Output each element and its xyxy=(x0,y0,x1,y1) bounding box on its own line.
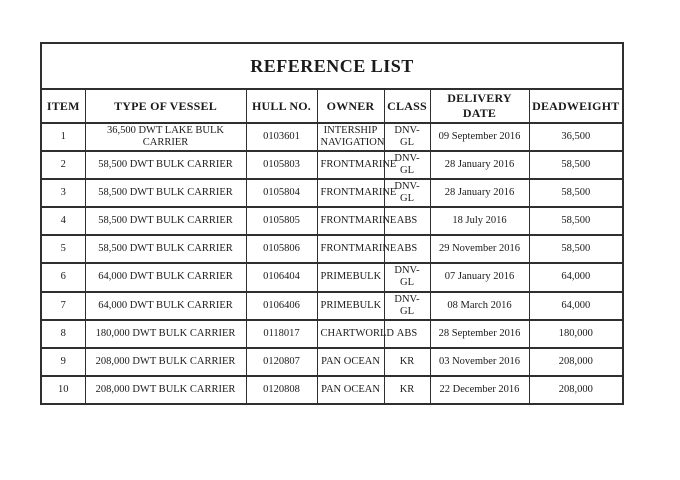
table-cell: 58,500 DWT BULK CARRIER xyxy=(85,151,246,179)
table-cell: 36,500 DWT LAKE BULK CARRIER xyxy=(85,123,246,151)
table-cell: 5 xyxy=(41,235,85,263)
table-cell: FRONTMARINE xyxy=(317,207,384,235)
table-cell: 58,500 xyxy=(529,207,623,235)
table-cell: 64,000 xyxy=(529,263,623,291)
table-cell: DNV-GL xyxy=(384,263,430,291)
table-cell: 58,500 xyxy=(529,179,623,207)
header-row xyxy=(41,89,623,123)
table-cell: 10 xyxy=(41,376,85,404)
table-row xyxy=(41,151,623,179)
table-cell: PAN OCEAN xyxy=(317,376,384,404)
column-header-owner: OWNER xyxy=(317,89,384,123)
table-cell: 208,000 DWT BULK CARRIER xyxy=(85,348,246,376)
table-cell: 36,500 xyxy=(529,123,623,151)
table-cell: INTERSHIP NAVIGATION xyxy=(317,123,384,151)
table-cell: 8 xyxy=(41,320,85,348)
table-cell: 28 September 2016 xyxy=(430,320,529,348)
table-cell: 0120808 xyxy=(246,376,317,404)
table-cell: 09 September 2016 xyxy=(430,123,529,151)
table-cell: 0106404 xyxy=(246,263,317,291)
table-cell: FRONTMARINE xyxy=(317,151,384,179)
table-cell: 03 November 2016 xyxy=(430,348,529,376)
table-cell: 0105803 xyxy=(246,151,317,179)
table-row xyxy=(41,207,623,235)
table-cell: 208,000 DWT BULK CARRIER xyxy=(85,376,246,404)
table-cell: 9 xyxy=(41,348,85,376)
document-title: REFERENCE LIST xyxy=(41,43,623,89)
table-cell: PAN OCEAN xyxy=(317,348,384,376)
column-header-type-of-vessel: TYPE OF VESSEL xyxy=(85,89,246,123)
table-cell: 180,000 xyxy=(529,320,623,348)
table-cell: DNV-GL xyxy=(384,292,430,320)
table-cell: DNV-GL xyxy=(384,179,430,207)
table-cell: DNV-GL xyxy=(384,151,430,179)
table-row xyxy=(41,123,623,151)
table-cell: ABS xyxy=(384,207,430,235)
table-row xyxy=(41,235,623,263)
table-cell: 3 xyxy=(41,179,85,207)
table-cell: 0120807 xyxy=(246,348,317,376)
table-cell: 58,500 xyxy=(529,235,623,263)
table-cell: 58,500 DWT BULK CARRIER xyxy=(85,207,246,235)
column-header-delivery-date: DELIVERY DATE xyxy=(430,89,529,123)
table-cell: DNV-GL xyxy=(384,123,430,151)
table-cell: 64,000 DWT BULK CARRIER xyxy=(85,263,246,291)
table-cell: 7 xyxy=(41,292,85,320)
table-cell: PRIMEBULK xyxy=(317,292,384,320)
table-cell: FRONTMARINE xyxy=(317,179,384,207)
column-header-hull-no: HULL NO. xyxy=(246,89,317,123)
table-cell: 2 xyxy=(41,151,85,179)
table-row xyxy=(41,179,623,207)
table-cell: 58,500 DWT BULK CARRIER xyxy=(85,235,246,263)
table-cell: 0103601 xyxy=(246,123,317,151)
table-cell: 29 November 2016 xyxy=(430,235,529,263)
table-cell: KR xyxy=(384,348,430,376)
reference-list-table xyxy=(40,42,624,405)
table-cell: 58,500 xyxy=(529,151,623,179)
table-row xyxy=(41,320,623,348)
table-cell: 4 xyxy=(41,207,85,235)
table-row xyxy=(41,376,623,404)
table-cell: 08 March 2016 xyxy=(430,292,529,320)
table-cell: 208,000 xyxy=(529,348,623,376)
table-cell: 64,000 DWT BULK CARRIER xyxy=(85,292,246,320)
table-row xyxy=(41,292,623,320)
table-cell: 208,000 xyxy=(529,376,623,404)
table-cell: ABS xyxy=(384,320,430,348)
table-body xyxy=(41,123,623,404)
column-header-item: ITEM xyxy=(41,89,85,123)
table-cell: KR xyxy=(384,376,430,404)
table-cell: ABS xyxy=(384,235,430,263)
table-cell: 58,500 DWT BULK CARRIER xyxy=(85,179,246,207)
title-row xyxy=(41,43,623,89)
table-cell: 0105806 xyxy=(246,235,317,263)
table-cell: 0105805 xyxy=(246,207,317,235)
table-cell: 22 December 2016 xyxy=(430,376,529,404)
table-row xyxy=(41,263,623,291)
table-row xyxy=(41,348,623,376)
table-cell: 07 January 2016 xyxy=(430,263,529,291)
table-cell: FRONTMARINE xyxy=(317,235,384,263)
table-cell: 0118017 xyxy=(246,320,317,348)
column-header-deadweight: DEADWEIGHT xyxy=(529,89,623,123)
table-cell: 0106406 xyxy=(246,292,317,320)
table-cell: 180,000 DWT BULK CARRIER xyxy=(85,320,246,348)
table-cell: 28 January 2016 xyxy=(430,179,529,207)
table-cell: 0105804 xyxy=(246,179,317,207)
column-header-class: CLASS xyxy=(384,89,430,123)
table-cell: 64,000 xyxy=(529,292,623,320)
table-cell: CHARTWORLD xyxy=(317,320,384,348)
table-cell: 18 July 2016 xyxy=(430,207,529,235)
table-cell: PRIMEBULK xyxy=(317,263,384,291)
table-cell: 1 xyxy=(41,123,85,151)
table-cell: 6 xyxy=(41,263,85,291)
table-cell: 28 January 2016 xyxy=(430,151,529,179)
